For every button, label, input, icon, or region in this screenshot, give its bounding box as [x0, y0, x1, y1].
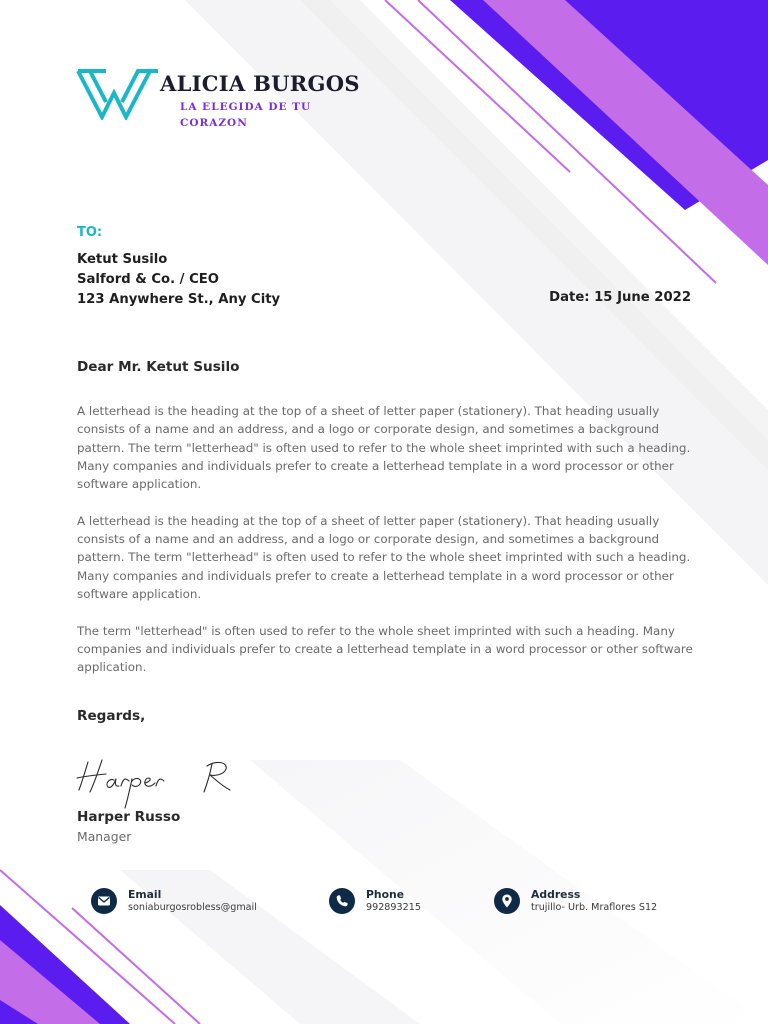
location-pin-icon [494, 888, 520, 914]
email-icon [91, 888, 117, 914]
body-paragraph: A letterhead is the heading at the top of a sheet of letter paper (stationery). That heading usually consists of a name and an address, and a logo or corporate design, and sometimes a background pattern. The term "letterhead" is often used to refer to the whole sheet imprinted with such a heading. Many companies and individuals prefer to create a letterhead template in a word processor or other software application. [77, 404, 691, 492]
contact-value: soniaburgosrobless@gmail [128, 902, 257, 913]
contact-value: trujillo- Urb. Mraflores S12 [531, 902, 658, 913]
letter-body [77, 402, 695, 695]
contact-phone [329, 887, 469, 917]
greeting: Dear Mr. Ketut Susilo [77, 359, 240, 375]
brand-name: ALICIA BURGOS [160, 71, 360, 96]
to-label: TO: [77, 225, 103, 240]
signer-role: Manager [77, 829, 132, 844]
body-paragraph: The term "letterhead" is often used to refer to the whole sheet imprinted with such a heading. Many companies and individuals prefer to create a letterhead template in a word processor or other software application. [77, 623, 693, 675]
contact-address [494, 887, 694, 917]
brand-tagline: LA ELEGIDA DE TU CORAZON [180, 101, 312, 129]
recipient-address: 123 Anywhere St., Any City [77, 292, 281, 307]
letter-date: Date: 15 June 2022 [549, 290, 691, 305]
phone-icon [329, 888, 355, 914]
w-monogram-icon [76, 68, 160, 120]
contact-label: Phone [366, 888, 405, 901]
signer-name: Harper Russo [77, 809, 181, 825]
handwritten-signature [76, 752, 246, 814]
contact-label: Address [531, 888, 581, 901]
body-paragraph: A letterhead is the heading at the top of a sheet of letter paper (stationery). That heading usually consists of a name and an address, and a logo or corporate design, and sometimes a background pattern. The term "letterhead" is often used to refer to the whole sheet imprinted with such a heading. Many companies and individuals prefer to create a letterhead template in a word processor or other software application. [77, 513, 691, 601]
recipient-block [77, 250, 280, 310]
recipient-company-role: Salford & Co. / CEO [77, 272, 219, 287]
contact-email [91, 887, 291, 917]
brand-logo [76, 68, 160, 120]
recipient-name: Ketut Susilo [77, 252, 168, 267]
contact-label: Email [128, 888, 162, 901]
closing: Regards, [77, 708, 146, 724]
contact-value: 992893215 [366, 902, 421, 913]
